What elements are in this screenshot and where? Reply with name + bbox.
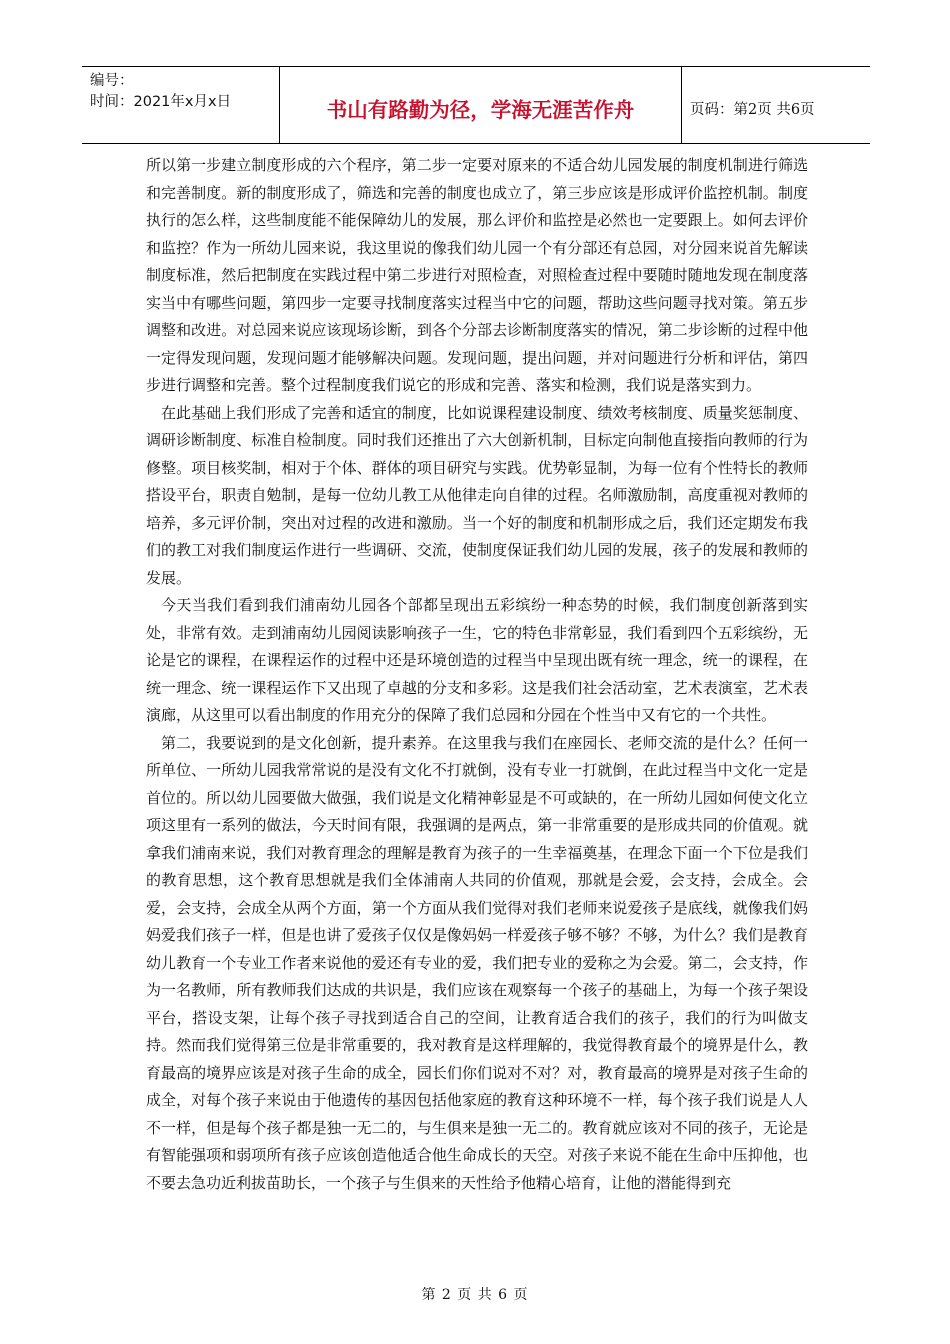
document-number-label: 编号：	[90, 73, 134, 89]
header-motto: 书山有路勤为径，学海无涯苦作舟	[280, 67, 682, 143]
paragraph: 第二，我要说到的是文化创新，提升素养。在这里我与我们在座园长、老师交流的是什么？任何一所单位、一所幼儿园我常常说的是没有文化不打就倒，没有专业一打就倒，在此过程当中文化一定是首位的。所以幼儿园要做大做强，我们说是文化精神彰显是不可或缺的，在一所幼儿园如何使文化立项这里有一系列的做法，今天时间有限，我强调的是两点，第一非常重要的是形成共同的价值观。就拿我们浦南来说，我们对教育理念的理解是教育为孩子的一生幸福奠基，在理念下面一个下位是我们的教育思想，这个教育思想就是我们全体浦南人共同的价值观，那就是会爱，会支持，会成全。会爱，会支持，会成全从两个方面，第一个方面从我们觉得对我们老师来说爱孩子是底线，就像我们妈妈爱我们孩子一样，但是也讲了爱孩子仅仅是像妈妈一样爱孩子够不够？不够，为什么？我们是教育幼儿教育一个专业工作者来说他的爱还有专业的爱，我们把专业的爱称之为会爱。第二，会支持，作为一名教师，所有教师我们达成的共识是，我们应该在观察每一个孩子的基础上，为每一个孩子架设平台，搭设支架，让每个孩子寻找到适合自己的空间，让教育适合我们的孩子，我们的行为叫做支持。然而我们觉得第三位是非常重要的，我对教育是这样理解的，我觉得教育最个的境界是什么，教育最高的境界应该是对孩子生命的成全，园长们你们说对不对？对，教育最高的境界是对孩子生命的成全，对每个孩子来说由于他遗传的基因包括他家庭的教育这种环境不一样，每个孩子我们说是人人不一样，但是每个孩子都是独一无二的，与生俱来是独一无二的。教育就应该对不同的孩子，无论是有智能强项和弱项所有孩子应该创造他适合他生命成长的天空。对孩子来说不能在生命中压抑他，也不要去急功近利拔苗助长，一个孩子与生俱来的天性给予他精心培育，让他的潜能得到充	[146, 733, 808, 1192]
document-body	[146, 152, 808, 1197]
document-time-label: 时间：2021年x月x日	[90, 94, 232, 110]
page-footer: 第 2 页 共 6 页	[421, 1287, 529, 1303]
paragraph: 今天当我们看到我们浦南幼儿园各个部都呈现出五彩缤纷一种态势的时候，我们制度创新落到实处，非常有效。走到浦南幼儿园阅读影响孩子一生，它的特色非常彰显，我们看到四个五彩缤纷，无论是它的课程，在课程运作的过程中还是环境创造的过程当中呈现出既有统一理念，统一的课程，在统一理念、统一课程运作下又出现了卓越的分支和多彩。这是我们社会活动室，艺术表演室，艺术表演廊，从这里可以看出制度的作用充分的保障了我们总园和分园在个性当中又有它的一个共性。	[146, 596, 808, 724]
paragraph: 在此基础上我们形成了完善和适宜的制度，比如说课程建设制度、绩效考核制度、质量奖惩制度、调研诊断制度、标准自检制度。同时我们还推出了六大创新机制，目标定向制他直接指向教师的行为修整。项目核奖制，相对于个体、群体的项目研究与实践。优势彰显制，为每一位有个性特长的教师搭设平台，职责自勉制，是每一位幼儿教工从他律走向自律的过程。名师激励制，高度重视对教师的培养，多元评价制，突出对过程的改进和激励。当一个好的制度和机制形成之后，我们还定期发布我们的教工对我们制度运作进行一些调研、交流，使制度保证我们幼儿园的发展，孩子的发展和教师的发展。	[146, 403, 808, 587]
paragraph: 所以第一步建立制度形成的六个程序，第二步一定要对原来的不适合幼儿园发展的制度机制进行筛选和完善制度。新的制度形成了，筛选和完善的制度也成立了，第三步应该是形成评价监控机制。制度执行的怎么样，这些制度能不能保障幼儿的发展，那么评价和监控是必然也一定要跟上。如何去评价和监控？作为一所幼儿园来说，我这里说的像我们幼儿园一个有分部还有总园，对分园来说首先解读制度标准，然后把制度在实践过程中第二步进行对照检查，对照检查过程中要随时随地发现在制度落实当中有哪些问题，第四步一定要寻找制度落实过程当中它的问题，帮助这些问题寻找对策。第五步调整和改进。对总园来说应该现场诊断，到各个分部去诊断制度落实的情况，第二步诊断的过程中他一定得发现问题，发现问题才能够解决问题。发现问题，提出问题，并对问题进行分析和评估，第四步进行调整和完善。整个过程制度我们说它的形成和完善、落实和检测，我们说是落实到力。	[146, 156, 808, 394]
page-header	[82, 66, 870, 144]
header-page-info: 页码：第2页 共6页	[690, 101, 815, 118]
header-left-cell	[82, 67, 280, 143]
